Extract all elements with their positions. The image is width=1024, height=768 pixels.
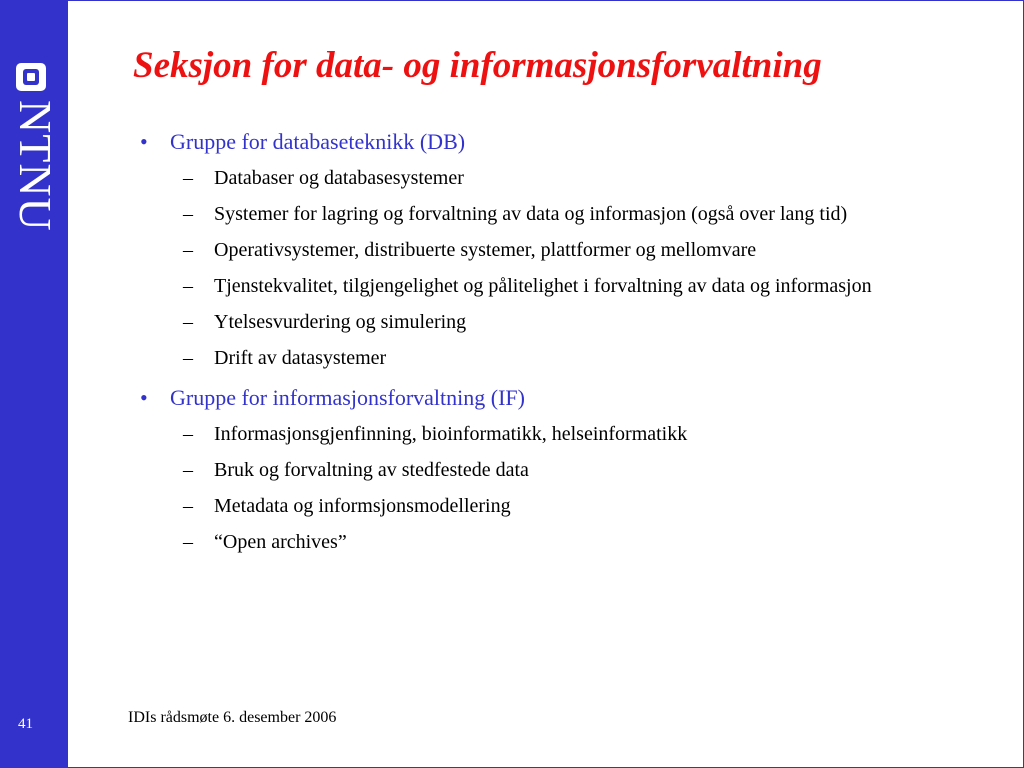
list-item — [140, 527, 960, 557]
brand-wordmark — [10, 100, 61, 245]
group-label: Gruppe for databaseteknikk (DB) — [170, 129, 466, 154]
list-item-text: Operativsystemer, distribuerte systemer, plattformer og mellomvare — [214, 239, 757, 261]
list-item — [140, 419, 960, 449]
list-item — [140, 163, 960, 193]
group-label: Gruppe for informasjonsforvaltning (IF) — [170, 385, 525, 410]
dash-icon: – — [183, 495, 193, 517]
list-item-text: Bruk og forvaltning av stedfestede data — [214, 459, 529, 481]
dash-icon: – — [183, 239, 193, 261]
slide-title: Seksjon for data- og informasjonsforvaltning — [133, 45, 822, 86]
list-item — [140, 199, 960, 229]
list-item-text: Metadata og informsjonsmodellering — [214, 495, 511, 517]
list-item-text: Tjenstekvalitet, tilgjengelighet og pålitelighet i forvaltning av data og informasjon — [214, 275, 872, 297]
sidebar — [0, 0, 68, 768]
page-number: 41 — [18, 716, 33, 732]
list-item-text: Drift av datasystemer — [214, 347, 387, 369]
dash-icon: – — [183, 459, 193, 481]
ntnu-logo-icon — [15, 62, 47, 92]
slide-footer: IDIs rådsmøte 6. desember 2006 — [128, 709, 337, 726]
sub-list — [140, 419, 960, 557]
list-item-text: Informasjonsgjenfinning, bioinformatikk, helseinformatikk — [214, 423, 688, 445]
list-item-text: Databaser og databasesystemer — [214, 167, 464, 189]
list-item-text: Ytelsesvurdering og simulering — [214, 311, 467, 333]
bullet-icon: • — [140, 129, 148, 154]
dash-icon: – — [183, 423, 193, 445]
group-item — [140, 127, 960, 373]
list-item-text: “Open archives” — [214, 531, 347, 553]
bullet-icon: • — [140, 385, 148, 410]
list-item — [140, 491, 960, 521]
dash-icon: – — [183, 167, 193, 189]
list-item — [140, 455, 960, 485]
slide-content — [140, 127, 960, 567]
brand-name: NTNU — [10, 100, 61, 232]
list-item — [140, 343, 960, 373]
group-list — [140, 127, 960, 557]
list-item — [140, 271, 960, 301]
sub-list — [140, 163, 960, 373]
list-item — [140, 307, 960, 337]
group-item — [140, 383, 960, 557]
dash-icon: – — [183, 347, 193, 369]
dash-icon: – — [183, 275, 193, 297]
dash-icon: – — [183, 311, 193, 333]
dash-icon: – — [183, 203, 193, 225]
list-item-text: Systemer for lagring og forvaltning av data og informasjon (også over lang tid) — [214, 203, 848, 225]
list-item — [140, 235, 960, 265]
dash-icon: – — [183, 531, 193, 553]
